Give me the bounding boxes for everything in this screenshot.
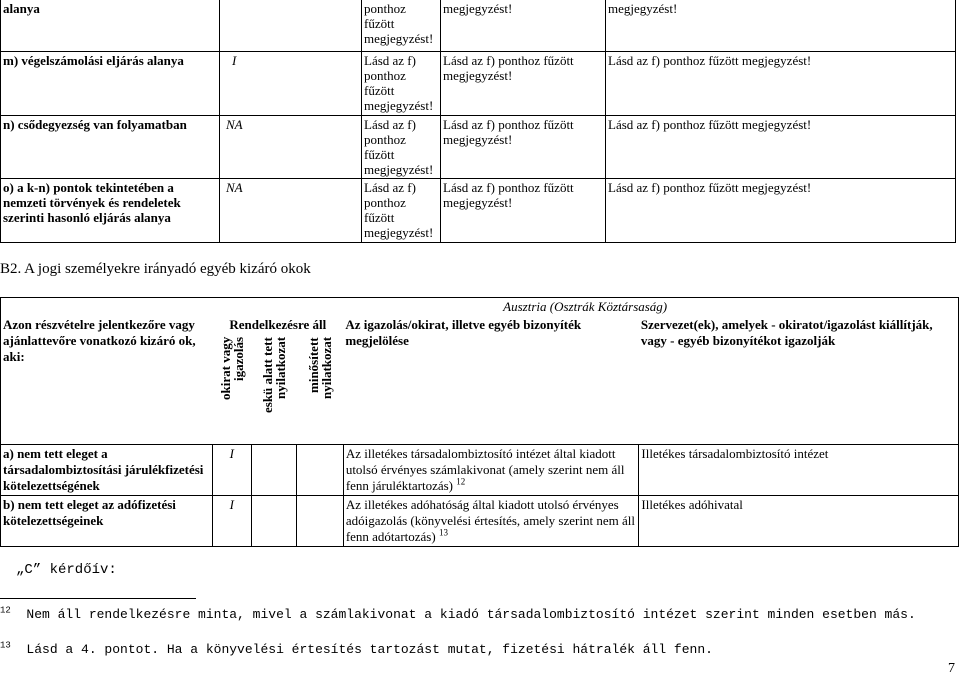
row-cell: Lásd az f) ponthoz fűzött megjegyzést! — [606, 51, 956, 115]
row-label: n) csődegyezség van folyamatban — [1, 115, 220, 178]
footnote-12: $^{12}$ Nem áll rendelkezésre minta, mivel a számlakivonat a kiadó társadalombiztosító intézet szerint minden esetben más. — [0, 605, 916, 622]
questionnaire-label: „C” kérdőív: — [16, 562, 117, 578]
row-status — [220, 0, 362, 51]
col3-header: Az igazolás/okirat, illetve egyéb bizonyíték megjelölése — [343, 316, 639, 444]
available-header: Rendelkezésre áll — [229, 317, 327, 332]
row-status: NA — [220, 178, 362, 242]
row-cell: Lásd az f) ponthoz fűzött megjegyzést! — [441, 115, 606, 178]
col4-header: Szervezet(ek), amelyek - okiratot/igazolást kiállítják, vagy - egyéb bizonyítékot igazolják — [639, 316, 959, 444]
row-label: a) nem tett eleget a társadalombiztosítási járulékfizetési kötelezettségének — [1, 444, 213, 495]
row-cell: megjegyzést! — [606, 0, 956, 51]
header-row — [1, 316, 959, 444]
row-cell: Lásd az f) ponthoz fűzött megjegyzést! — [362, 115, 441, 178]
row-cell: Lásd az f) ponthoz fűzött megjegyzést! — [606, 178, 956, 242]
row-evidence: Az illetékes társadalombiztosító intézet által kiadott utolsó érvényes számlakivonat (amely szerint nem áll fenn járuléktartozás) $^{12}$ — [343, 444, 639, 495]
row-label: o) a k-n) pontok tekintetében a nemzeti törvények és rendeletek szerinti hasonló eljárás alanya — [1, 178, 220, 242]
row-mark: I — [212, 495, 251, 546]
country-header: Ausztria (Osztrák Köztársaság) — [212, 298, 958, 317]
row-cell: megjegyzést! — [441, 0, 606, 51]
footnote-separator — [0, 598, 196, 599]
col1-header: Azon részvételre jelentkezőre vagy ajánlattevőre vonatkozó kizáró ok, aki: — [1, 316, 213, 444]
table-row — [1, 495, 959, 546]
table-row — [1, 298, 959, 317]
table-row — [1, 115, 956, 178]
row-evidence: Az illetékes adóhatóság által kiadott utolsó érvényes adóigazolás (könyvelési értesítés, amely szerint nem áll fenn adótartozás) $^{13}$ — [343, 495, 639, 546]
footnote-ref: 12 — [456, 476, 466, 487]
row-cell: Lásd az f) ponthoz fűzött megjegyzést! — [362, 178, 441, 242]
exclusion-grounds-table — [0, 297, 959, 547]
row-org: Illetékes társadalombiztosító intézet — [639, 444, 959, 495]
subheader-sworn: eskü alatt tett nyilatkozat — [259, 337, 288, 413]
continuation-table — [0, 0, 956, 243]
row-cell: Lásd az f) ponthoz fűzött megjegyzést! — [441, 51, 606, 115]
row-org: Illetékes adóhivatal — [639, 495, 959, 546]
row-status: I — [220, 51, 362, 115]
row-cell: Lásd az f) ponthoz fűzött megjegyzést! — [606, 115, 956, 178]
table-row — [1, 178, 956, 242]
row-cell: ponthoz fűzött megjegyzést! — [362, 0, 441, 51]
row-label: alanya — [1, 0, 220, 51]
row-cell: Lásd az f) ponthoz fűzött megjegyzést! — [362, 51, 441, 115]
table-row — [1, 444, 959, 495]
page-number: 7 — [948, 661, 955, 676]
row-cell: Lásd az f) ponthoz fűzött megjegyzést! — [441, 178, 606, 242]
footnote-ref: 13 — [438, 527, 448, 538]
row-label: m) végelszámolási eljárás alanya — [1, 51, 220, 115]
section-heading: B2. A jogi személyekre irányadó egyéb kizáró okok — [0, 261, 311, 277]
subheader-qualified: minősített nyilatkozat — [305, 337, 334, 400]
row-status: NA — [220, 115, 362, 178]
footnote-13: $^{13}$ Lásd a 4. pontot. Ha a könyvelési értesítés tartozást mutat, fizetési hátralék áll fenn. — [0, 640, 713, 657]
row-label: b) nem tett eleget az adófizetési kötelezettségeinek — [1, 495, 213, 546]
subheader-document: okirat vagy igazolás — [217, 337, 246, 401]
table-row — [1, 51, 956, 115]
table-row — [1, 0, 956, 51]
row-mark: I — [212, 444, 251, 495]
